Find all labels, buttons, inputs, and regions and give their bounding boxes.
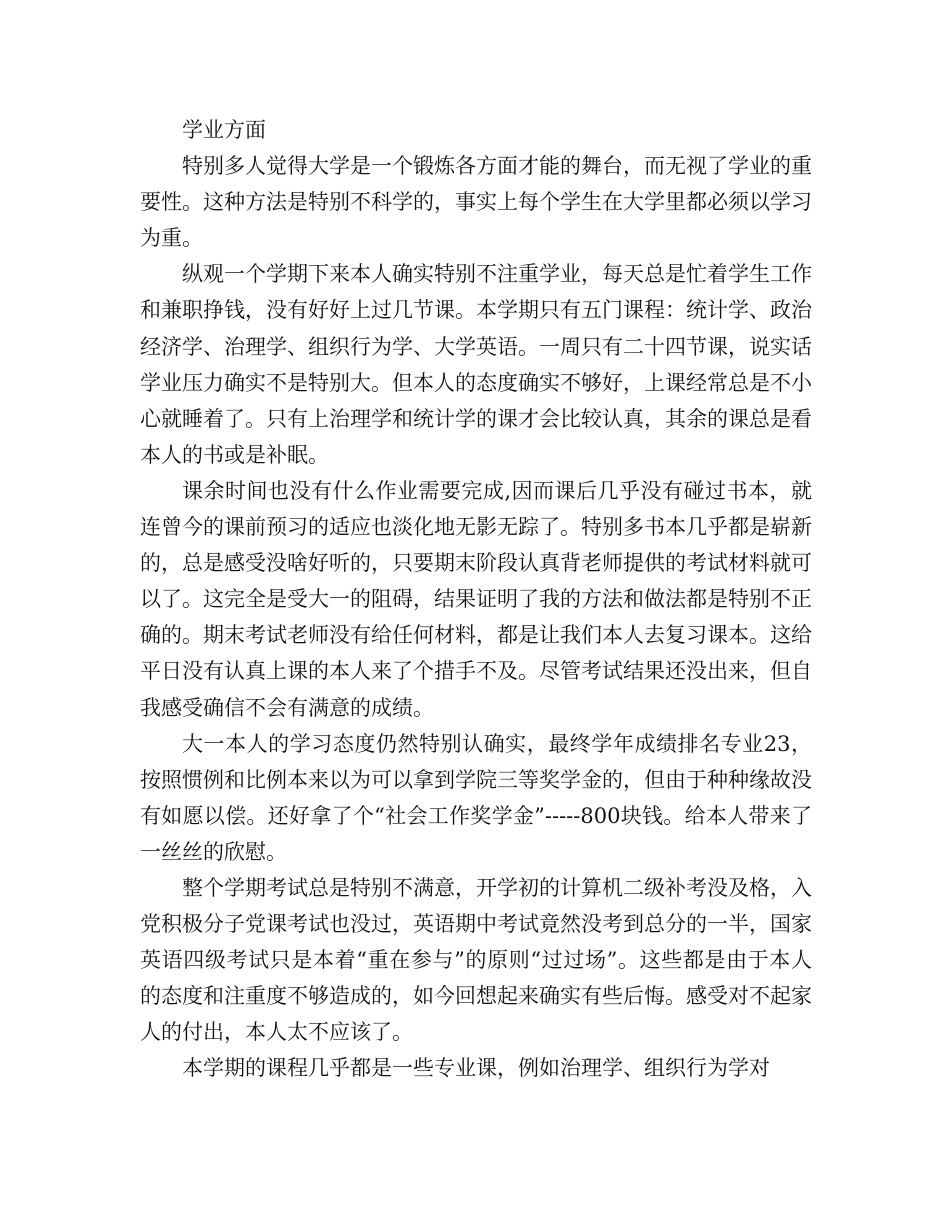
paragraph-2: 纵观一个学期下来本人确实特别不注重学业，每天总是忙着学生工作和兼职挣钱，没有好好上过几节课。本学期只有五门课程：统计学、政治经济学、治理学、组织行为学、大学英语。一周只有二十四节课，说实话学业压力确实不是特别大。但本人的态度确实不够好，上课经常总是不小心就睡着了。只有上治理学和统计学的课才会比较认真，其余的课总是看本人的书或是补眠。 xyxy=(140,262,812,467)
paragraph-3: 课余时间也没有什么作业需要完成,因而课后几乎没有碰过书本，就连曾今的课前预习的适应也淡化地无影无踪了。特别多书本几乎都是崭新的，总是感受没啥好听的，只要期末阶段认真背老师提供的考试材料就可以了。这完全是受大一的阻碍，结果证明了我的方法和做法都是特别不正确的。期末考试老师没有给任何材料，都是让我们本人去复习课本。这给平日没有认真上课的本人来了个措手不及。尽管考试结果还没出来，但自我感受确信不会有满意的成绩。 xyxy=(140,478,812,720)
paragraph-4: 大一本人的学习态度仍然特别认确实，最终学年成绩排名专业23，按照惯例和比例本来以为可以拿到学院三等奖学金的，但由于种种缘故没有如愿以偿。还好拿了个“社会工作奖学金”-----800块钱。给本人带来了一丝丝的欣慰。 xyxy=(140,731,812,864)
paragraph-1: 特别多人觉得大学是一个锻炼各方面才能的舞台，而无视了学业的重要性。这种方法是特别不科学的，事实上每个学生在大学里都必须以学习为重。 xyxy=(140,154,812,251)
document-page xyxy=(140,112,812,1087)
paragraph-5: 整个学期考试总是特别不满意，开学初的计算机二级补考没及格，入党积极分子党课考试也没过，英语期中考试竟然没考到总分的一半，国家英语四级考试只是本着“重在参与”的原则“过过场”。这些都是由于本人的态度和注重度不够造成的，如今回想起来确实有些后悔。感受对不起家人的付出，本人太不应该了。 xyxy=(140,875,812,1045)
section-heading: 学业方面 xyxy=(182,118,266,142)
paragraph-6: 本学期的课程几乎都是一些专业课，例如治理学、组织行为学对 xyxy=(182,1056,770,1081)
